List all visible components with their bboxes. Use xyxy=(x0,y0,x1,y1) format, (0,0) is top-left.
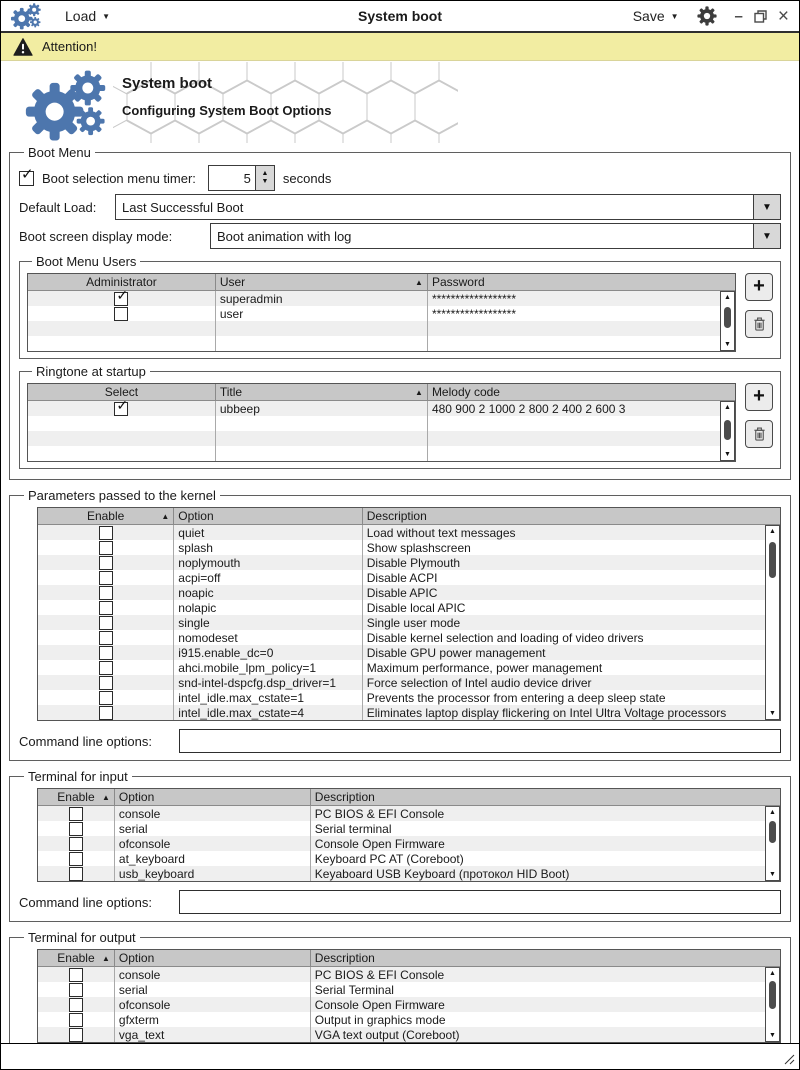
users-table xyxy=(27,273,736,352)
cell-option: nolapic xyxy=(174,600,362,615)
cell-user: user xyxy=(215,306,427,321)
scrollbar-thumb[interactable] xyxy=(724,420,731,440)
row-checkbox[interactable] xyxy=(99,706,113,720)
row-checkbox[interactable] xyxy=(99,541,113,555)
cell-melody: 480 900 2 1000 2 800 2 400 2 600 3 xyxy=(431,401,626,416)
cell-option: console xyxy=(114,806,310,822)
spinner-down-icon[interactable]: ▼ xyxy=(261,178,269,185)
cell-option: nomodeset xyxy=(174,630,362,645)
sort-ascending-icon: ▲ xyxy=(161,512,170,521)
row-checkbox[interactable] xyxy=(69,807,83,821)
minimize-button[interactable]: – xyxy=(734,7,743,25)
row-checkbox[interactable] xyxy=(69,867,83,881)
table-row[interactable] xyxy=(28,291,735,307)
kernel-params-section xyxy=(9,488,791,761)
table-row[interactable] xyxy=(38,821,780,836)
boot-menu-legend: Boot Menu xyxy=(28,145,91,160)
cell-password: ****************** xyxy=(431,306,516,321)
cell-option: intel_idle.max_cstate=4 xyxy=(174,705,362,720)
spinner-up-icon[interactable]: ▲ xyxy=(261,170,269,177)
add-user-button[interactable]: + xyxy=(745,273,773,301)
window-title: System boot xyxy=(357,8,443,24)
settings-gear-icon[interactable] xyxy=(697,6,717,26)
kernel-scrollbar[interactable] xyxy=(765,525,780,720)
kernel-cmdline-label: Command line options: xyxy=(19,733,152,749)
dropdown-button[interactable] xyxy=(753,195,780,219)
scrollbar-thumb[interactable] xyxy=(769,821,776,844)
cell-description: Serial terminal xyxy=(314,821,392,836)
timer-unit-label: seconds xyxy=(282,170,332,186)
default-load-select[interactable] xyxy=(115,194,781,220)
chevron-down-icon: ▼ xyxy=(102,11,111,21)
col-melody[interactable]: Melody code xyxy=(427,384,735,401)
table-row[interactable] xyxy=(38,630,780,645)
table-row[interactable] xyxy=(38,1027,780,1042)
scrollbar-thumb[interactable] xyxy=(769,981,776,1009)
col-administrator[interactable]: Administrator xyxy=(28,274,215,291)
default-load-value: Last Successful Boot xyxy=(122,199,244,215)
row-checkbox[interactable] xyxy=(69,968,83,982)
warning-text: Attention! xyxy=(42,39,97,54)
ringtone-section xyxy=(19,364,781,469)
kernel-table xyxy=(37,507,781,721)
display-mode-label: Boot screen display mode: xyxy=(19,228,173,244)
cell-description: Show splashscreen xyxy=(366,540,471,555)
table-row[interactable] xyxy=(38,836,780,851)
cell-option: snd-intel-dspcfg.dsp_driver=1 xyxy=(174,675,362,690)
cell-description: Keyboard PC AT (Coreboot) xyxy=(314,851,464,866)
row-checkbox[interactable]: ✓ xyxy=(114,402,128,416)
col-enable[interactable]: Enable ▲ xyxy=(38,950,114,967)
row-checkbox[interactable] xyxy=(99,556,113,570)
save-menu[interactable]: Save ▼ xyxy=(632,8,679,24)
table-row[interactable] xyxy=(28,401,735,417)
terminal-input-section xyxy=(9,769,791,922)
scroll-down-icon[interactable]: ▼ xyxy=(724,341,731,348)
sort-ascending-icon: ▲ xyxy=(102,793,110,802)
cell-user: superadmin xyxy=(215,291,427,307)
cell-description: VGA text output (Coreboot) xyxy=(314,1027,460,1042)
gears-icon xyxy=(25,70,107,142)
cell-option: intel_idle.max_cstate=1 xyxy=(174,690,362,705)
col-option[interactable]: Option xyxy=(174,508,362,525)
users-scrollbar[interactable] xyxy=(720,291,735,351)
cell-title: ubbeep xyxy=(215,401,427,417)
timer-spinner[interactable] xyxy=(208,165,275,191)
table-row-empty xyxy=(28,336,735,351)
cell-description: Disable Plymouth xyxy=(366,555,461,570)
table-row[interactable] xyxy=(38,555,780,570)
scroll-up-icon[interactable]: ▲ xyxy=(724,404,731,411)
dropdown-button[interactable] xyxy=(753,224,780,248)
chevron-down-icon: ▼ xyxy=(762,230,772,242)
scroll-up-icon[interactable]: ▲ xyxy=(724,294,731,301)
cell-description: Load without text messages xyxy=(366,525,516,540)
row-checkbox[interactable] xyxy=(99,661,113,675)
scrollbar-thumb[interactable] xyxy=(724,307,731,328)
scrollbar-thumb[interactable] xyxy=(769,542,776,578)
ringtone-scrollbar[interactable] xyxy=(720,401,735,461)
cell-description: Disable ACPI xyxy=(366,570,438,585)
row-checkbox[interactable] xyxy=(69,852,83,866)
table-row[interactable] xyxy=(38,982,780,997)
row-checkbox[interactable] xyxy=(99,526,113,540)
cell-option: ahci.mobile_lpm_policy=1 xyxy=(174,660,362,675)
terminal-input-scrollbar[interactable] xyxy=(765,806,780,881)
warning-icon xyxy=(13,38,33,56)
cell-option: splash xyxy=(174,540,362,555)
col-description[interactable]: Description xyxy=(362,508,780,525)
table-row[interactable] xyxy=(38,1012,780,1027)
sort-ascending-icon: ▲ xyxy=(415,388,423,397)
page-title: System boot xyxy=(122,75,213,92)
col-enable[interactable]: Enable ▲ xyxy=(38,508,174,525)
cell-description: Disable local APIC xyxy=(366,600,466,615)
row-checkbox[interactable] xyxy=(69,983,83,997)
cell-option: gfxterm xyxy=(114,1012,310,1027)
page-subtitle: Configuring System Boot Options xyxy=(122,103,332,118)
table-row-empty xyxy=(28,446,735,461)
table-row[interactable] xyxy=(38,600,780,615)
scroll-up-icon[interactable]: ▲ xyxy=(769,970,776,977)
table-row[interactable] xyxy=(38,645,780,660)
col-option[interactable]: Option xyxy=(114,789,310,806)
cell-option: i915.enable_dc=0 xyxy=(174,645,362,660)
table-row[interactable] xyxy=(38,866,780,881)
table-row[interactable] xyxy=(38,690,780,705)
table-row[interactable] xyxy=(38,525,780,541)
row-checkbox[interactable] xyxy=(69,822,83,836)
ringtone-legend: Ringtone at startup xyxy=(36,364,146,379)
table-row[interactable] xyxy=(38,997,780,1012)
page-header xyxy=(1,61,799,145)
kernel-cmdline-input[interactable] xyxy=(179,729,781,753)
chevron-down-icon: ▼ xyxy=(762,201,772,213)
row-checkbox[interactable] xyxy=(69,1028,83,1042)
table-row[interactable] xyxy=(38,967,780,983)
col-title[interactable]: Title ▲ xyxy=(215,384,427,401)
scroll-down-icon[interactable]: ▼ xyxy=(769,871,776,878)
cell-description: Disable GPU power management xyxy=(366,645,546,660)
table-row[interactable] xyxy=(38,615,780,630)
table-row[interactable] xyxy=(38,585,780,600)
row-checkbox[interactable] xyxy=(99,601,113,615)
cell-description: Serial Terminal xyxy=(314,982,394,997)
terminal-input-cmdline-label: Command line options: xyxy=(19,894,152,910)
cell-description: Disable APIC xyxy=(366,585,438,600)
timer-label: Boot selection menu timer: xyxy=(42,170,196,186)
ringtone-table xyxy=(27,383,736,462)
add-ringtone-button[interactable]: + xyxy=(745,383,773,411)
table-row-empty xyxy=(28,416,735,431)
row-checkbox[interactable] xyxy=(99,571,113,585)
col-user[interactable]: User ▲ xyxy=(215,274,427,291)
row-checkbox[interactable] xyxy=(69,998,83,1012)
table-row[interactable] xyxy=(38,806,780,822)
trash-icon xyxy=(752,316,767,332)
table-row[interactable] xyxy=(38,660,780,675)
col-select[interactable]: Select xyxy=(28,384,215,401)
cell-password: ****************** xyxy=(431,291,516,306)
terminal-output-scrollbar[interactable] xyxy=(765,967,780,1042)
row-checkbox[interactable] xyxy=(99,676,113,690)
warning-bar xyxy=(1,33,799,61)
col-password[interactable]: Password xyxy=(427,274,735,291)
timer-checkbox[interactable]: ✓ xyxy=(19,171,34,186)
boot-menu-section xyxy=(9,145,791,480)
scroll-down-icon[interactable]: ▼ xyxy=(769,1032,776,1039)
row-checkbox[interactable] xyxy=(99,646,113,660)
terminal-output-table xyxy=(37,949,781,1043)
col-enable[interactable]: Enable ▲ xyxy=(38,789,114,806)
cell-option: vga_text xyxy=(114,1027,310,1042)
table-row[interactable] xyxy=(38,570,780,585)
cell-description: Console Open Firmware xyxy=(314,997,445,1012)
scroll-down-icon[interactable]: ▼ xyxy=(769,710,776,717)
row-checkbox[interactable] xyxy=(69,837,83,851)
cell-description: Maximum performance, power management xyxy=(366,660,603,675)
cell-option: ofconsole xyxy=(114,997,310,1012)
maximize-button[interactable] xyxy=(754,10,767,23)
scroll-up-icon[interactable]: ▲ xyxy=(769,809,776,816)
kernel-legend: Parameters passed to the kernel xyxy=(28,488,216,503)
table-row[interactable] xyxy=(38,675,780,690)
row-checkbox[interactable] xyxy=(99,631,113,645)
cell-description: Single user mode xyxy=(366,615,461,630)
display-mode-value: Boot animation with log xyxy=(217,228,352,244)
col-description[interactable]: Description xyxy=(310,950,780,967)
row-checkbox[interactable]: ✓ xyxy=(114,292,128,306)
cell-option: noapic xyxy=(174,585,362,600)
boot-menu-users-section xyxy=(19,254,781,359)
sort-ascending-icon: ▲ xyxy=(102,954,110,963)
cell-description: Force selection of Intel audio device driver xyxy=(366,675,592,690)
cell-description: Keyaboard USB Keyboard (протокол HID Boot) xyxy=(314,866,570,881)
sort-ascending-icon: ▲ xyxy=(415,278,423,287)
table-row[interactable] xyxy=(28,306,735,321)
titlebar xyxy=(1,1,799,33)
scroll-down-icon[interactable]: ▼ xyxy=(724,451,731,458)
cell-option: noplymouth xyxy=(174,555,362,570)
cell-description: Output in graphics mode xyxy=(314,1012,446,1027)
cell-option: at_keyboard xyxy=(114,851,310,866)
spinner-buttons[interactable] xyxy=(255,166,274,190)
terminal-output-legend: Terminal for output xyxy=(28,930,136,945)
timer-value: 5 xyxy=(243,170,251,186)
cell-description: Eliminates laptop display flickering on Intel Ultra Voltage processors xyxy=(366,705,727,720)
row-checkbox[interactable] xyxy=(114,307,128,321)
cell-option: console xyxy=(114,967,310,983)
row-checkbox[interactable] xyxy=(69,1013,83,1027)
table-row-empty xyxy=(28,321,735,336)
cell-option: serial xyxy=(114,982,310,997)
col-description[interactable]: Description xyxy=(310,789,780,806)
cell-option: serial xyxy=(114,821,310,836)
default-load-label: Default Load: xyxy=(19,199,97,215)
cell-option: usb_keyboard xyxy=(114,866,310,881)
terminal-input-table xyxy=(37,788,781,882)
display-mode-select[interactable] xyxy=(210,223,781,249)
table-row[interactable] xyxy=(38,851,780,866)
cell-description: Prevents the processor from entering a deep sleep state xyxy=(366,690,666,705)
cell-description: PC BIOS & EFI Console xyxy=(314,967,445,982)
table-row[interactable] xyxy=(38,540,780,555)
cell-description: Console Open Firmware xyxy=(314,836,445,851)
row-checkbox[interactable] xyxy=(99,691,113,705)
cell-description: PC BIOS & EFI Console xyxy=(314,806,445,821)
chevron-down-icon: ▼ xyxy=(670,11,679,21)
trash-icon xyxy=(752,426,767,442)
table-row-empty xyxy=(28,431,735,446)
row-checkbox[interactable] xyxy=(99,586,113,600)
cell-option: single xyxy=(174,615,362,630)
table-row[interactable] xyxy=(38,705,780,720)
row-checkbox[interactable] xyxy=(99,616,113,630)
scroll-up-icon[interactable]: ▲ xyxy=(769,528,776,535)
delete-user-button[interactable] xyxy=(745,310,773,338)
cell-option: acpi=off xyxy=(174,570,362,585)
cell-option: ofconsole xyxy=(114,836,310,851)
status-bar xyxy=(1,1043,799,1069)
cell-description: Disable kernel selection and loading of video drivers xyxy=(366,630,644,645)
close-button[interactable]: × xyxy=(777,5,789,27)
resize-grip[interactable] xyxy=(781,1051,795,1065)
cell-option: quiet xyxy=(174,525,362,541)
delete-ringtone-button[interactable] xyxy=(745,420,773,448)
users-legend: Boot Menu Users xyxy=(36,254,137,269)
app-gears-icon xyxy=(11,3,41,30)
terminal-input-legend: Terminal for input xyxy=(28,769,128,784)
terminal-input-cmdline-input[interactable] xyxy=(179,890,781,914)
load-menu[interactable]: Load ▼ xyxy=(65,8,111,24)
col-option[interactable]: Option xyxy=(114,950,310,967)
